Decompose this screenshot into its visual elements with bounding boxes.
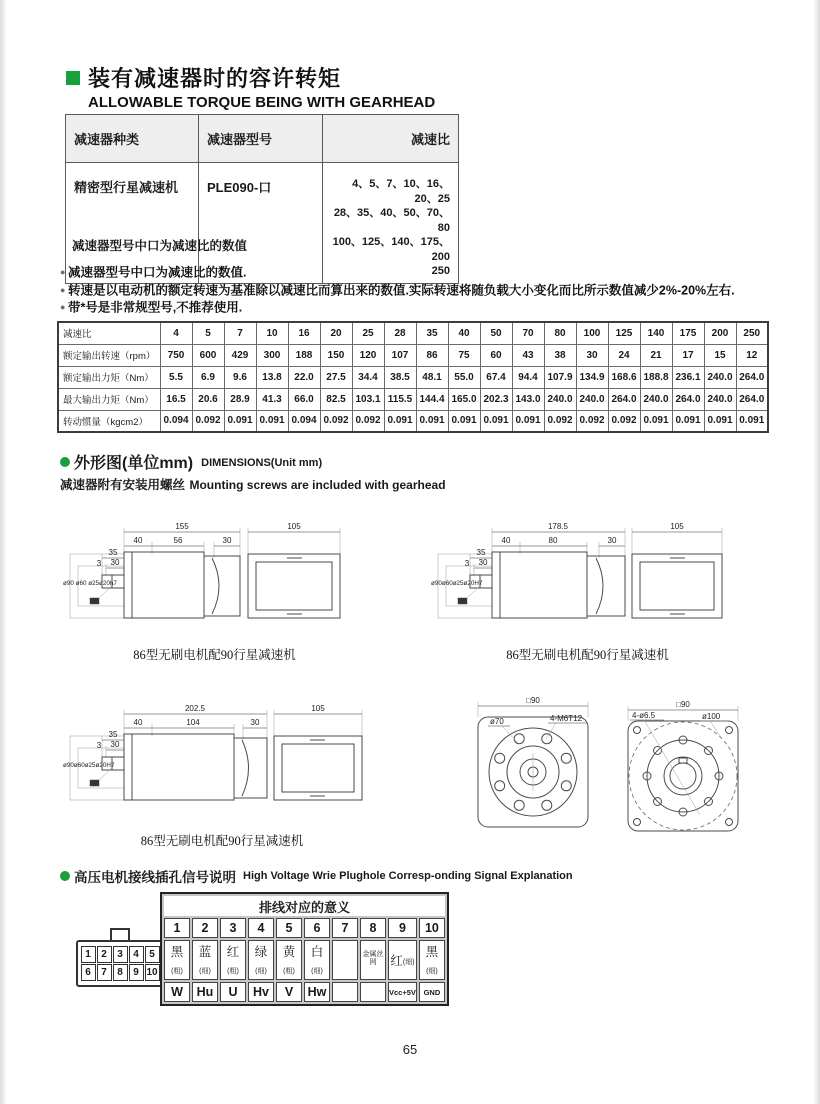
gearhead-model-value: PLE090-口: [199, 163, 323, 284]
spec-cell: 240.0: [704, 366, 736, 388]
spec-cell: 143.0: [512, 388, 544, 410]
connector-pin: 3: [113, 946, 128, 963]
dimensions-sub-en: Mounting screws are included with gearhead: [189, 478, 446, 492]
col-header-ratio: 减速比: [323, 115, 459, 163]
spec-cell: 264.0: [736, 366, 768, 388]
wiring-heading-zh: 高压电机接线插孔信号说明: [74, 870, 236, 885]
note-item: ● 减速器型号中口为减速比的数值.: [60, 264, 770, 282]
spec-cell: 21: [640, 344, 672, 366]
spec-cell: 17: [672, 344, 704, 366]
connector-pin: 1: [81, 946, 96, 963]
connector-row-top: [80, 946, 160, 963]
spec-cell: 0.091: [736, 410, 768, 432]
spec-cell: 144.4: [416, 388, 448, 410]
spec-cell: 15: [704, 344, 736, 366]
col-header-type: 减速器种类: [66, 115, 199, 163]
pin-number-cell: 3: [220, 918, 246, 938]
shaft-diameters-label: ø90ø60ø25ø20H7: [431, 580, 483, 587]
dim-30: 30: [110, 740, 120, 749]
wiring-table-title: 排线对应的意义: [164, 896, 445, 916]
spec-cell: 13.8: [256, 366, 288, 388]
wiring-signals-row: [164, 982, 445, 1002]
dimensions-heading: [60, 450, 446, 494]
spec-cell: 7: [224, 322, 256, 344]
spec-cell: 28.9: [224, 388, 256, 410]
connector-pin: 9: [129, 964, 144, 981]
spec-cell: 0.092: [192, 410, 224, 432]
wiring-heading-en: High Voltage Wrie Plughole Corresp-onding Signal Explanation: [243, 870, 573, 882]
connector-pin: 5: [145, 946, 160, 963]
spec-cell: 188: [288, 344, 320, 366]
spec-cell: 43: [512, 344, 544, 366]
wire-color-cell: [388, 940, 417, 980]
spec-cell: 120: [352, 344, 384, 366]
wiring-colors-row: [164, 940, 445, 980]
spec-cell: 100: [576, 322, 608, 344]
spec-cell: 70: [512, 322, 544, 344]
wire-color: 蓝: [198, 944, 212, 959]
spec-cell: 0.092: [576, 410, 608, 432]
spec-cell: 24: [608, 344, 640, 366]
spec-cell: 140: [640, 322, 672, 344]
notes-list: [60, 264, 770, 317]
dim-flange: 40: [133, 536, 143, 545]
gearhead-table-caption: 减速器型号中口为减速比的数值: [72, 239, 248, 253]
page-title-zh: 装有减速器时的容许转矩: [88, 66, 342, 91]
dimensions-sub-zh: 减速器附有安装用螺丝: [60, 478, 186, 492]
wiring-table: [160, 892, 449, 1006]
spec-cell: 175: [672, 322, 704, 344]
spec-cell: 264.0: [736, 388, 768, 410]
spec-cell: 28: [384, 322, 416, 344]
spec-cell: 34.4: [352, 366, 384, 388]
spec-cell: 0.091: [256, 410, 288, 432]
spec-cell: 6.9: [192, 366, 224, 388]
pin-number-cell: 4: [248, 918, 274, 938]
wire-color: 黑: [170, 944, 184, 959]
spec-cell: 250: [736, 322, 768, 344]
drawing-side-view-1: [62, 518, 367, 636]
spec-cell: 134.9: [576, 366, 608, 388]
wire-color-cell: [276, 940, 302, 980]
spec-cell: 0.091: [224, 410, 256, 432]
spec-cell: 67.4: [480, 366, 512, 388]
dim-total: 155: [175, 522, 189, 531]
ratio-line: 28、35、40、50、70、80: [333, 207, 450, 234]
wire-color-cell: [248, 940, 274, 980]
ratio-line: 250: [431, 265, 450, 277]
spec-cell: 0.091: [672, 410, 704, 432]
spec-cell: 0.091: [384, 410, 416, 432]
spec-cell: 27.5: [320, 366, 352, 388]
gearhead-type-value: 精密型行星减速机: [66, 163, 199, 284]
signal-cell: Hw: [304, 982, 330, 1002]
drawing-3-caption: 86型无刷电机配90行星减速机: [140, 834, 304, 848]
drawing-4: [438, 693, 763, 843]
spec-cell: 4: [160, 322, 192, 344]
signal-cell: [332, 982, 358, 1002]
spec-cell: 0.091: [704, 410, 736, 432]
spec-row-label: 额定输出转速（rpm）: [58, 344, 160, 366]
drawing-1-caption: 86型无刷电机配90行星减速机: [133, 648, 296, 662]
spec-cell: 107.9: [544, 366, 576, 388]
spec-cell: 236.1: [672, 366, 704, 388]
spec-cell: 94.4: [512, 366, 544, 388]
spec-cell: 35: [416, 322, 448, 344]
dim-mid: 56: [173, 536, 183, 545]
wire-thickness-note: 金属丝网: [362, 950, 384, 966]
spec-row-rated-torque: [58, 366, 768, 388]
spec-cell: 115.5: [384, 388, 416, 410]
signal-cell: V: [276, 982, 302, 1002]
spec-cell: 40: [448, 322, 480, 344]
wire-color: 白: [310, 944, 324, 959]
drawing-side-view-3: [62, 700, 382, 822]
wire-color: 红: [390, 953, 403, 968]
spec-cell: 82.5: [320, 388, 352, 410]
dim-nose: 30: [607, 536, 617, 545]
wire-thickness-note: (粗): [171, 967, 183, 975]
dimensions-heading-en: DIMENSIONS(Unit mm): [201, 457, 323, 469]
spec-row-label: 减速比: [58, 322, 160, 344]
gearhead-table-header-row: [66, 115, 459, 163]
spec-cell: 38.5: [384, 366, 416, 388]
spec-cell: 25: [352, 322, 384, 344]
connector-pin: 4: [129, 946, 144, 963]
dim-motor: 105: [670, 522, 684, 531]
dim-3: 3: [464, 559, 470, 568]
page-number: 65: [402, 1042, 418, 1057]
dim-total: 178.5: [547, 522, 569, 531]
spec-cell: 0.092: [352, 410, 384, 432]
spec-cell: 55.0: [448, 366, 480, 388]
drawing-3: [62, 700, 382, 849]
spec-cell: 0.091: [512, 410, 544, 432]
connector-plug-diagram: [76, 928, 164, 987]
spec-cell: 41.3: [256, 388, 288, 410]
signal-cell: Vcc+5V: [388, 982, 417, 1002]
shaft-diameters-label: ø90ø60ø25ø20H7: [63, 762, 115, 769]
note-item: ● 带*号是非常规型号,不推荐使用.: [60, 299, 770, 317]
spec-cell: 107: [384, 344, 416, 366]
spec-cell: 103.1: [352, 388, 384, 410]
connector-pin: 6: [81, 964, 96, 981]
wiring-table-title-row: [164, 896, 445, 916]
spec-cell: 240.0: [640, 388, 672, 410]
spec-cell: 5: [192, 322, 224, 344]
pin-number-cell: 6: [304, 918, 330, 938]
spec-cell: 0.092: [544, 410, 576, 432]
spec-cell: 75: [448, 344, 480, 366]
pin-number-cell: 5: [276, 918, 302, 938]
green-bullet-icon: [60, 457, 70, 467]
connector-latch: [110, 928, 130, 940]
pin-number-cell: 2: [192, 918, 218, 938]
spec-row-label: 转动惯量（kgcm2）: [58, 410, 160, 432]
dim-30: 30: [478, 558, 488, 567]
spec-cell: 0.092: [608, 410, 640, 432]
green-square-icon: [66, 71, 80, 85]
wire-color-cell: [419, 940, 445, 980]
dim-flange: 40: [133, 718, 143, 727]
wire-color: 黑: [425, 944, 439, 959]
col-header-model: 减速器型号: [199, 115, 323, 163]
dim-bolts-left: 4-M6T12: [550, 714, 583, 723]
spec-cell: 429: [224, 344, 256, 366]
signal-cell: [360, 982, 386, 1002]
wire-color-cell: [192, 940, 218, 980]
dim-35: 35: [476, 548, 486, 557]
wire-thickness-note: (细): [426, 967, 438, 975]
page-title-en: ALLOWABLE TORQUE BEING WITH GEARHEAD: [88, 94, 436, 111]
shaft-diameters-label: ø90 ø60 ø25ø20h7: [63, 580, 117, 587]
spec-cell: 0.091: [640, 410, 672, 432]
spec-cell: 20.6: [192, 388, 224, 410]
spec-cell: 0.094: [160, 410, 192, 432]
spec-cell: 240.0: [576, 388, 608, 410]
dim-nose: 30: [250, 718, 260, 727]
spec-cell: 188.8: [640, 366, 672, 388]
wire-color-cell: [360, 940, 386, 980]
spec-cell: 12: [736, 344, 768, 366]
dim-flange: 40: [501, 536, 511, 545]
spec-cell: 66.0: [288, 388, 320, 410]
dim-nose: 30: [222, 536, 232, 545]
spec-row-inertia: [58, 410, 768, 432]
ratio-line: 4、5、7、10、16、20、25: [352, 178, 450, 205]
signal-cell: Hv: [248, 982, 274, 1002]
spec-cell: 80: [544, 322, 576, 344]
pin-number-cell: 8: [360, 918, 386, 938]
pin-number-cell: 10: [419, 918, 445, 938]
connector-pin: 2: [97, 946, 112, 963]
wiring-pins-row: [164, 918, 445, 938]
drawing-2: [430, 518, 745, 663]
dim-3: 3: [96, 741, 102, 750]
signal-cell: U: [220, 982, 246, 1002]
pin-number-cell: 7: [332, 918, 358, 938]
spec-cell: 165.0: [448, 388, 480, 410]
drawing-1: [62, 518, 367, 663]
dim-bore-left: ø70: [490, 717, 504, 726]
spec-cell: 0.091: [448, 410, 480, 432]
spec-cell: 200: [704, 322, 736, 344]
wire-color: 黄: [282, 944, 296, 959]
ratio-line: 100、125、140、175、200: [332, 236, 450, 263]
connector-row-bottom: [80, 964, 160, 981]
dim-square-right: □90: [676, 700, 690, 709]
spec-cell: 240.0: [544, 388, 576, 410]
wire-color: 绿: [254, 944, 268, 959]
spec-row-label: 最大输出力矩（Nm）: [58, 388, 160, 410]
green-bullet-icon: [60, 871, 70, 881]
wire-color: 红: [226, 944, 240, 959]
pin-number-cell: 9: [388, 918, 417, 938]
drawing-front-views: [438, 693, 763, 838]
spec-cell: 240.0: [704, 388, 736, 410]
spec-cell: 0.091: [416, 410, 448, 432]
spec-cell: 600: [192, 344, 224, 366]
signal-cell: Hu: [192, 982, 218, 1002]
page-edge-left: [0, 0, 7, 1104]
wire-thickness-note: (细): [255, 967, 267, 975]
signal-cell: W: [164, 982, 190, 1002]
wiring-heading: [60, 866, 573, 886]
spec-cell: 125: [608, 322, 640, 344]
dimensions-heading-zh: 外形图(单位mm): [74, 455, 194, 472]
title-block: [66, 62, 435, 111]
spec-cell: 300: [256, 344, 288, 366]
connector-pin: 10: [145, 964, 160, 981]
dim-mid: 104: [186, 718, 200, 727]
dim-motor: 105: [287, 522, 301, 531]
spec-table: [57, 321, 769, 433]
spec-cell: 0.091: [480, 410, 512, 432]
wire-thickness-note: (细): [199, 967, 211, 975]
wire-color-cell: [332, 940, 358, 980]
spec-cell: 0.094: [288, 410, 320, 432]
spec-cell: 50: [480, 322, 512, 344]
spec-row-ratio: [58, 322, 768, 344]
dim-bolts-right: 4-ø6.5: [632, 711, 656, 720]
connector-pin: 8: [113, 964, 128, 981]
dim-mid: 80: [548, 536, 558, 545]
dim-3: 3: [96, 559, 102, 568]
note-item: ● 转速是以电动机的额定转速为基准除以减速比而算出来的数值.实际转速将随负载大小变化而比所示数值减少2%-20%左右.: [60, 282, 770, 300]
dim-35: 35: [108, 548, 118, 557]
spec-row-label: 额定输出力矩（Nm）: [58, 366, 160, 388]
wire-thickness-note: (粗): [227, 967, 239, 975]
pin-number-cell: 1: [164, 918, 190, 938]
spec-row-max-torque: [58, 388, 768, 410]
spec-cell: 10: [256, 322, 288, 344]
spec-cell: 20: [320, 322, 352, 344]
drawing-2-caption: 86型无刷电机配90行星减速机: [506, 648, 669, 662]
spec-cell: 150: [320, 344, 352, 366]
wire-color-cell: [304, 940, 330, 980]
spec-cell: 38: [544, 344, 576, 366]
connector-pin: 7: [97, 964, 112, 981]
dim-total: 202.5: [184, 704, 206, 713]
spec-cell: 0.092: [320, 410, 352, 432]
spec-cell: 202.3: [480, 388, 512, 410]
wire-color-cell: [164, 940, 190, 980]
gearhead-model-table: [65, 114, 459, 284]
dim-motor: 105: [311, 704, 325, 713]
spec-cell: 168.6: [608, 366, 640, 388]
signal-cell: GND: [419, 982, 445, 1002]
spec-cell: 750: [160, 344, 192, 366]
spec-cell: 16: [288, 322, 320, 344]
spec-row-rpm: [58, 344, 768, 366]
spec-cell: 9.6: [224, 366, 256, 388]
spec-cell: 22.0: [288, 366, 320, 388]
dim-30: 30: [110, 558, 120, 567]
wire-thickness-note: (细): [402, 958, 415, 966]
wire-color-cell: [220, 940, 246, 980]
dim-square-left: □90: [526, 696, 540, 705]
dim-35: 35: [108, 730, 118, 739]
spec-cell: 60: [480, 344, 512, 366]
dim-circle-right: ø100: [702, 712, 721, 721]
spec-cell: 30: [576, 344, 608, 366]
spec-cell: 264.0: [672, 388, 704, 410]
spec-cell: 48.1: [416, 366, 448, 388]
wire-thickness-note: (细): [311, 967, 323, 975]
connector-body: [76, 940, 164, 987]
spec-cell: 5.5: [160, 366, 192, 388]
page-edge-right: [813, 0, 820, 1104]
spec-cell: 16.5: [160, 388, 192, 410]
drawing-side-view-2: [430, 518, 745, 636]
spec-cell: 86: [416, 344, 448, 366]
spec-cell: 264.0: [608, 388, 640, 410]
wire-thickness-note: (粗): [283, 967, 295, 975]
